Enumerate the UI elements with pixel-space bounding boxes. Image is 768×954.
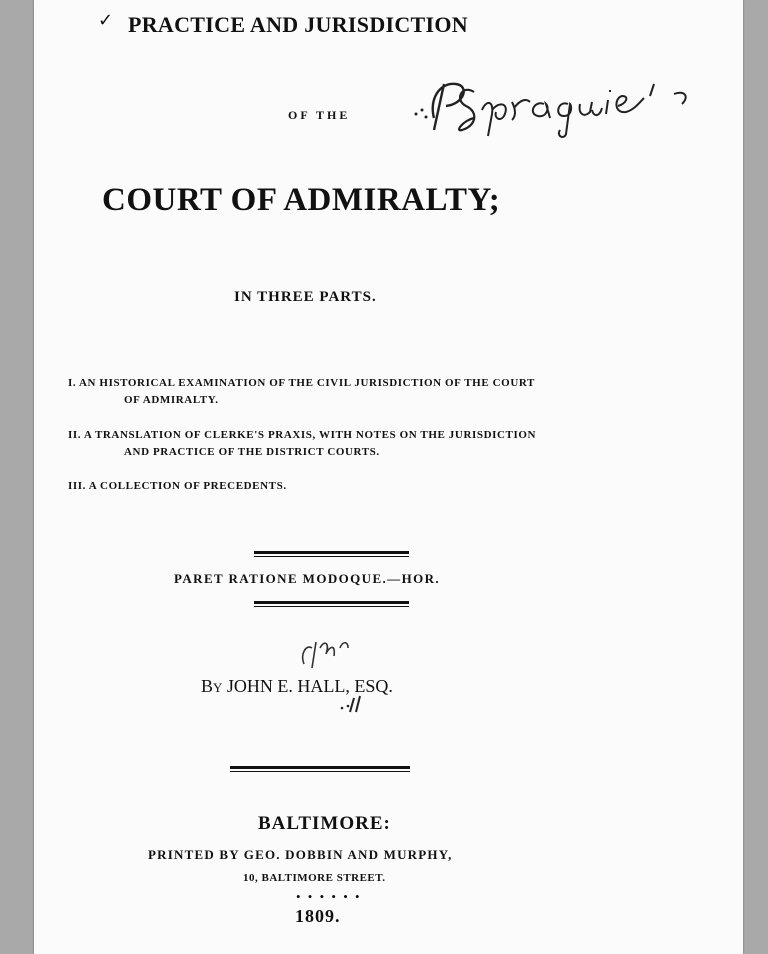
separator-dots: • • • • • • [296,889,362,904]
parts-heading: IN THREE PARTS. [234,289,377,305]
part-one-line-1: I. AN HISTORICAL EXAMINATION OF THE CIVIL JURISDICTION OF THE COURT [68,377,535,389]
handwritten-annotation [296,628,366,718]
part-one-line-2: OF ADMIRALTY. [124,394,219,406]
part-three [68,480,287,492]
title-line-1: PRACTICE AND JURISDICTION [128,12,468,37]
author-prefix: By [201,676,223,696]
part-two [68,429,536,458]
imprint-city: BALTIMORE: [258,813,391,834]
part-two-line-2: AND PRACTICE OF THE DISTRICT COURTS. [124,446,380,458]
imprint-printer: PRINTED BY GEO. DOBBIN AND MURPHY, [148,847,453,862]
imprint-year: 1809. [295,906,341,926]
rule-lower [254,601,409,607]
author-name: JOHN E. HALL, ESQ. [226,676,393,696]
handwritten-signature [404,70,724,140]
part-two-line-1: II. A TRANSLATION OF CLERKE'S PRAXIS, WITH NOTES ON THE JURISDICTION [68,429,537,441]
motto: PARET RATIONE MODOQUE.—HOR. [174,571,441,586]
title-line-2: COURT OF ADMIRALTY; [102,182,501,218]
rule-bottom [230,766,410,772]
imprint-address: 10, BALTIMORE STREET. [243,872,386,884]
part-three-line-1: III. A COLLECTION OF PRECEDENTS. [68,480,287,492]
of-the-connector: OF THE [288,108,351,122]
author-line [201,676,393,697]
title-page [34,0,743,954]
rule-upper [254,551,409,557]
part-one [68,377,535,406]
checkmark-icon: ✓ [98,10,114,31]
